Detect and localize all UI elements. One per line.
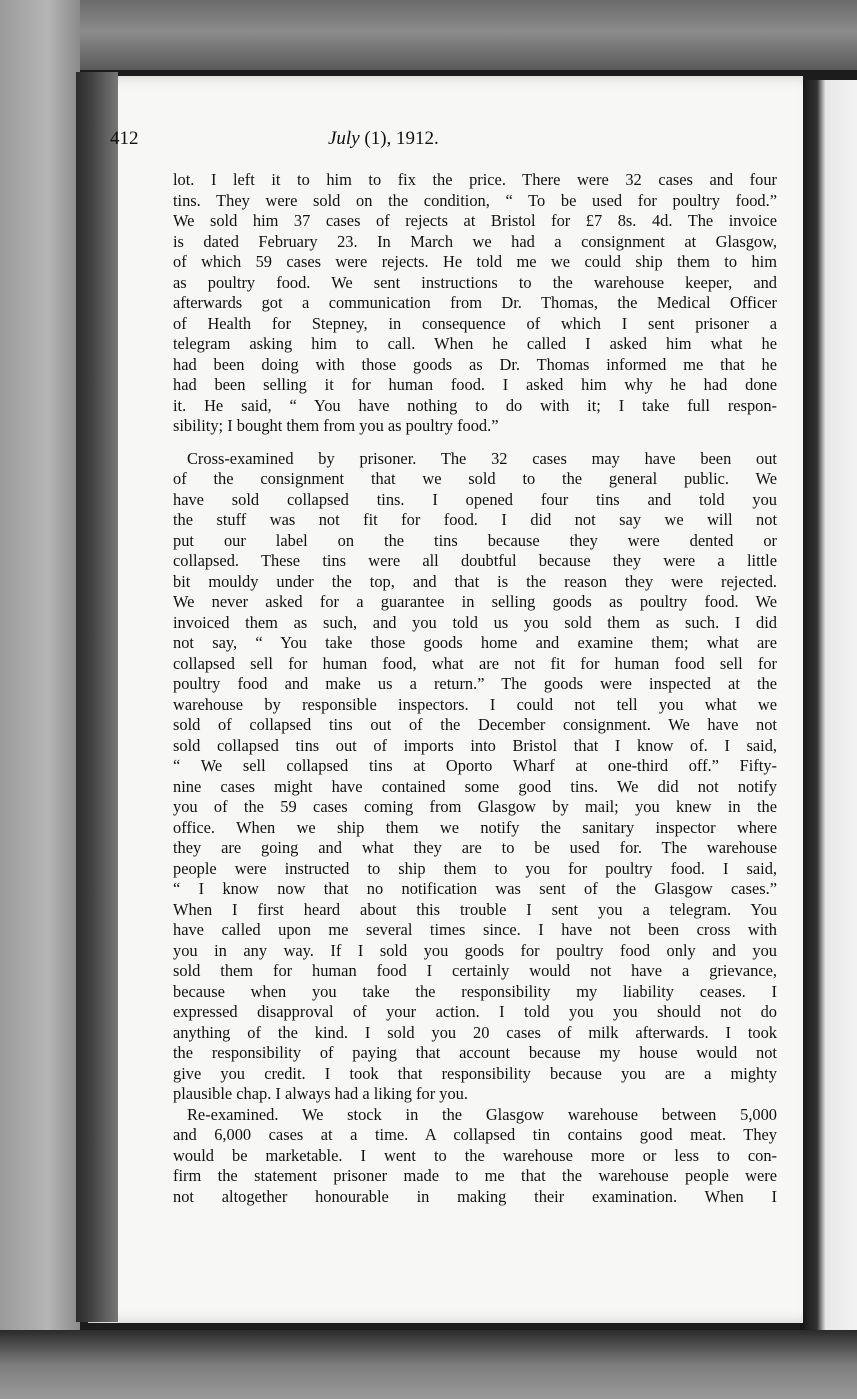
text-line: put our label on the tins because they were dented or [173,530,777,550]
text-line: they are going and what they are to be used for. The warehouse [173,838,777,857]
running-title [328,128,439,150]
text-line: as poultry food. We sent instructions to the warehouse keeper, and [173,272,777,292]
text-line: We never asked for a guarantee in selling goods as poultry food. We [173,592,777,611]
text-line: invoiced them as such, and you told us you sold them as such. I did [173,612,777,632]
text-line: warehouse by responsible inspectors. I could not tell you what we [173,694,777,714]
text-line: lot. I left it to him to fix the price. There were 32 cases and four [173,170,777,189]
text-line: poultry food and make us a return.” The goods were inspected at the [173,674,777,693]
paragraph-re-examined [173,1105,777,1208]
running-title-date: (1), 1912. [359,128,439,149]
scan-bottom-margin [0,1330,857,1399]
body-text [173,170,777,1207]
text-line: “ I know now that no notification was sent of the Glasgow cases.” [173,879,777,898]
paragraph-examination [173,170,777,437]
text-line: of Health for Stepney, in consequence of which I sent prisoner a [173,313,777,333]
text-line: sold them for human food I certainly would not have a grievance, [173,961,777,980]
text-line: tins. They were sold on the condition, “ To be used for poultry food.” [173,190,777,210]
text-line: afterwards got a communication from Dr. Thomas, the Medical Officer [173,293,777,312]
text-line: plausible chap. I always had a liking for you. [173,1084,468,1103]
text-line: sold of collapsed tins out of the December consignment. We have not [173,715,777,734]
text-line: have sold collapsed tins. I opened four tins and told you [173,489,777,509]
paragraph-cross-examined [173,449,777,1105]
text-line: sibility; I bought them from you as poultry food.” [173,416,499,435]
text-line: not altogether honourable in making their examination. When I [173,1186,777,1206]
text-line: people were instructed to ship them to you for poultry food. I said, [173,858,777,878]
text-line: the responsibility of paying that account because my house would not [173,1043,777,1062]
text-line: the stuff was not fit for food. I did not say we will not [173,510,777,529]
text-line: had been doing with those goods as Dr. Thomas informed me that he [173,354,777,374]
text-line: sold collapsed tins out of imports into Bristol that I know of. I said, [173,735,777,755]
text-line: you of the 59 cases coming from Glasgow by mail; you knew in the [173,797,777,816]
text-line: collapsed. These tins were all doubtful because they were a little [173,551,777,570]
text-line: “ We sell collapsed tins at Oporto Wharf at one-third off.” Fifty- [173,756,777,775]
text-line: nine cases might have contained some good tins. We did not notify [173,776,777,796]
text-line: have called upon me several times since. I have not been cross with [173,920,777,939]
running-title-month: July [328,128,360,149]
text-line: firm the statement prisoner made to me that the warehouse people were [173,1166,777,1185]
page-number: 412 [110,128,139,149]
text-line: would be marketable. I went to the warehouse more or less to con- [173,1145,777,1165]
text-line: anything of the kind. I sold you 20 cases of milk afterwards. I took [173,1022,777,1042]
text-line: because when you take the responsibility my liability ceases. I [173,981,777,1001]
text-line: not say, “ You take those goods home and examine them; what are [173,633,777,652]
text-line: We sold him 37 cases of rejects at Bristol for £7 8s. 4d. The invoice [173,211,777,230]
text-line: expressed disapproval of your action. I told you you should not do [173,1002,777,1021]
text-line: of the consignment that we sold to the general public. We [173,469,777,488]
text-line: telegram asking him to call. When he called I asked him what he [173,334,777,353]
text-line: had been selling it for human food. I asked him why he had done [173,375,777,394]
text-line: When I first heard about this trouble I sent you a telegram. You [173,899,777,919]
text-line: office. When we ship them we notify the sanitary inspector where [173,817,777,837]
running-head [110,128,540,154]
text-line: and 6,000 cases at a time. A collapsed tin contains good meat. They [173,1125,777,1144]
text-line: is dated February 23. In March we had a consignment at Glasgow, [173,231,777,251]
facing-page-edge [800,80,857,1330]
text-line: bit mouldy under the top, and that is the reason they were rejected. [173,571,777,591]
text-line: Re-examined. We stock in the Glasgow warehouse between 5,000 [187,1104,777,1124]
text-line: of which 59 cases were rejects. He told me we could ship them to him [173,252,777,271]
text-line: Cross-examined by prisoner. The 32 cases may have been out [187,448,777,468]
scan-top-margin [0,0,857,70]
text-line: give you credit. I took that responsibility because you are a mighty [173,1063,777,1083]
text-line: you in any way. If I sold you goods for poultry food only and you [173,940,777,960]
book-gutter [76,72,118,1322]
text-line: it. He said, “ You have nothing to do with it; I take full respon- [173,395,777,415]
scan-left-margin [0,0,80,1399]
text-line: collapsed sell for human food, what are not fit for human food sell for [173,653,777,673]
